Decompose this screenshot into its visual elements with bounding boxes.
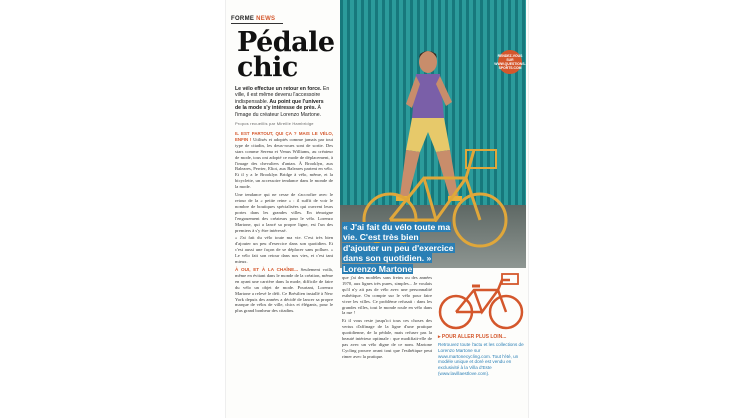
standfirst-bold-2: Au point que l'univers de la mode s'y intéresse de près. [235,98,324,112]
aside-text: Retrouvez toute l'actu et les collections de Lorenzo Martone sur www.martonecycling.com. Tout l'été, un modèle unique et doré est vendu en exclusivité à la Villa d'Este (www.lavillaestlove.com). [438,342,524,376]
article-body [235,131,333,314]
aside-box [436,268,526,416]
pull-quote [342,222,454,274]
lead-in: IL EST PARTOUT, QUI ÇA ? MAIS LE VÉLO, ENFIN ! [235,131,333,142]
pull-quote-text: « J'ai fait du vélo toute ma vie. C'est très bien d'ajouter un peu d'exercice dans son quotidien. » Lorenzo Martone [343,222,454,274]
headline-line-2: chic [237,52,298,83]
standfirst-bold-1: Le vélo effectue un retour en force. [235,86,322,92]
mid-paragraph-1: que j'ai des modèles sans freins ou des années 1970, aux lignes très pures, simples... Je voulais qu'il n'y ait pas de vélo avec une personnalité esthétique. On compte sur le vélo pour faire vivre les villes. Ce problème refusait : dans les grandes villes, tout le monde roule en vélo dans la rue ! [342,275,432,316]
mid-paragraph-2: Et il vous reste jusqu'ici tous ces choses des vertus d'affinage de la ligne d'une pratique quotidienne, de la pédale, mais refuser pas la beauté intérieur optimale : que modifiait-elle de pas avec un vélo digne de ce nom. Martone Cycling prouve avant tout que l'esthétique peut rimer avec la pratique. [342,318,432,359]
body-text-1: Utilisés et adoptés comme jamais par tout type de citadin, les deux-roues sont de sortie. Des stars comme Serena et Venus Williams, au créateur de mode, tous ont adopté ce mode de déplacement, à l'image des chevaliers d'antan. À Brooklyn, aux Baleares, Perrier, Eliot, aux Baleares partent en vélo. Et il y a le Brooklyn Bridge à vélo, même, et la bicyclette, un accessoire tendance dans le monde de la mode. [235,136,334,190]
body-text-4: Seulement voilà, même en évitant dans le monde de la création, même en ayant une carrière dans la mode, difficile de faire du vélo un objet de mode. Pourtant, Lorenzo Martone a relevé le défi. Ce Brésilien installé à New York depuis des années a décidé de lancer sa propre marque de vélos de ville, chics et élégants, pour le plus grand bonheur des citadins. [235,266,333,314]
standfirst-text-1: En ville, il est même devenu l'accessoire indispensable. [235,86,330,105]
byline: Propos recueillis par Mireille Hambridge [235,121,314,127]
section-tag-label: FORME [231,16,255,22]
promo-badge: RENDEZ-VOUS SUR WWW.QUESTIONS-SPORTS.COM [498,50,522,74]
headline [237,27,335,83]
body-paragraph-3: « J'ai fait du vélo toute ma vie. C'est très bien d'ajouter un peu d'exercice dans son quotidien. Et c'est aussi une façon de se déplacer sans polluer. » Le vélo fait son retour dans nos vies, et c'est tant mieux. [235,235,333,265]
section-tag [231,16,283,24]
left-column [231,6,335,414]
body-paragraph-2: Une tendance qui ne cesse de s'accroître avec le retour de la « petite reine » : il suffit de voir le nombre de boutiques spécialisées qui ouvrent leurs portes dans les grandes villes. En témoigne l'engouement des créateurs pour le vélo. Lorenzo Martone, qui a lancé sa propre ligne, est l'un des premiers à s'y être intéressé. [235,192,333,233]
sub-heading: À OUI, ET À LA CHAÎNE... [235,266,299,272]
standfirst [235,86,331,118]
aside-heading: ▸ POUR ALLER PLUS LOIN... [438,334,507,340]
bike-illustration [436,268,526,334]
body-paragraph-1 [235,131,333,190]
standfirst-text-2: À l'image du créateur Lorenzo Martone. [235,105,322,118]
body-paragraph-4 [235,267,333,314]
section-tag-accent: NEWS [256,16,276,22]
middle-column [342,275,432,415]
headline-line-1: Pédale [237,27,335,58]
